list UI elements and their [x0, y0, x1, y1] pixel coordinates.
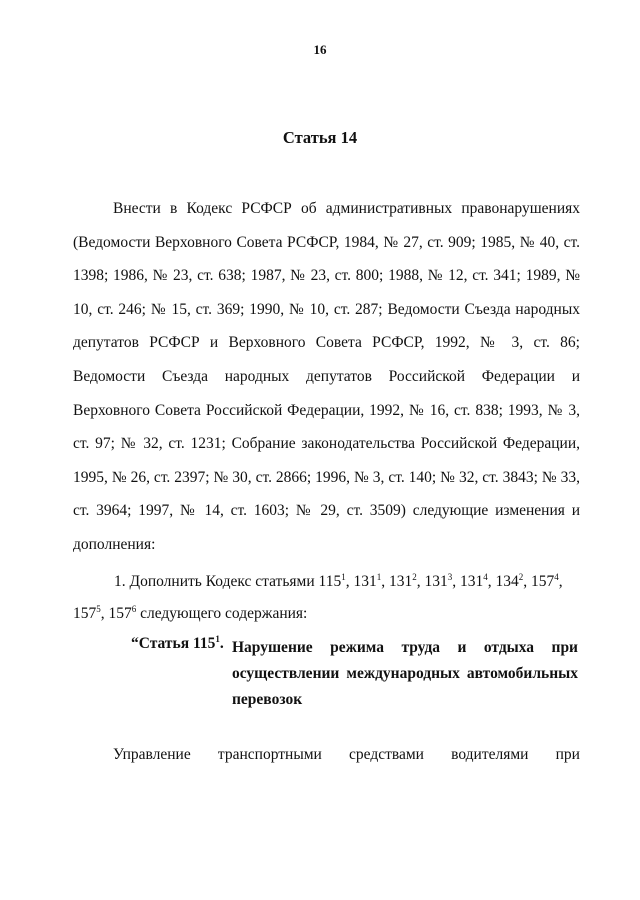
article-ref-number: 157 [108, 605, 132, 622]
amendment-suffix: следующего содержания: [140, 605, 308, 622]
article-ref-separator: , [452, 573, 457, 590]
amendment-prefix: 1. Дополнить Кодекс статьями [114, 573, 315, 590]
new-article-label-text: “Статья 115 [131, 635, 216, 652]
article-ref-number: 157 [530, 573, 555, 590]
continuation-word: средствами [349, 746, 424, 763]
continuation-word: транспортными [217, 746, 322, 763]
article-ref-separator: , [100, 605, 105, 622]
article-ref-separator: , [345, 573, 350, 590]
article-ref-sup: 5 [96, 604, 101, 614]
article-ref-sup: 2 [412, 572, 417, 582]
article-ref-number: 134 [495, 573, 519, 590]
article-ref-separator: , [381, 573, 386, 590]
continuation-word: Управление [113, 746, 191, 763]
amendment-article-ref [319, 573, 350, 590]
amendment-article-ref [531, 573, 563, 590]
amendment-article-ref [424, 573, 456, 590]
continuation-word: при [555, 746, 580, 763]
article-ref-separator: , [523, 573, 528, 590]
article-ref-number: 131 [424, 573, 448, 590]
article-ref-sup: 6 [131, 604, 137, 614]
article-ref-number: 115 [318, 573, 342, 590]
page-number: 16 [313, 42, 327, 57]
amendment-article-ref [389, 573, 421, 590]
article-ref-sup: 4 [554, 572, 559, 582]
body-paragraph: Внести в Кодекс РСФСР об административных правонарушениях (Ведомости Верховного Совета РСФСР, 1984, № 27, ст. 909; 1985, № 40, ст. 1398; 1986, № 23, ст. 638; 1987, № 23, ст. 800; 1988, № 12, ст. 341; 1989, № 10, ст. 246; № 15, ст. 369; 1990, № 10, ст. 287; Ведомости Съезда народных депутатов РСФСР и Верховного Совета РСФСР, 1992, № 3, ст. 86; Ведомости Съезда народных депутатов Российской Федерации и Верховного Совета Российской Федерации, 1992, № 16, ст. 838; 1993, № 3, ст. 97; № 32, ст. 1231; Собрание законодательства Российской Федерации, 1995, № 26, ст. 2397; № 30, ст. 2866; 1996, № 3, ст. 140; № 32, ст. 3843; № 33, ст. 3964; 1997, № 14, ст. 1603; № 29, ст. 3509) следующие изменения и дополнения: [73, 200, 580, 553]
article-ref-separator: , [416, 573, 421, 590]
article-ref-sup: 1 [341, 572, 346, 582]
new-article-label-sup: 1 [215, 634, 220, 644]
article-ref-number: 131 [353, 573, 377, 590]
amendment-article-ref [460, 573, 492, 590]
article-ref-number: 157 [73, 605, 97, 622]
continuation-line [113, 746, 580, 764]
article-ref-sup: 1 [376, 572, 382, 582]
article-heading: Статья 14 [282, 128, 358, 147]
article-ref-number: 131 [388, 573, 413, 590]
new-article-label-end: . [219, 635, 224, 652]
amendment-article-ref [109, 605, 137, 622]
article-ref-sup: 2 [518, 572, 524, 582]
amendment-article-ref [495, 573, 527, 590]
continuation-word: водителями [451, 746, 529, 763]
amendment-article-ref [73, 605, 105, 622]
new-article-title: Нарушение режима труда и отдыха при осуществлении международных автомобильных перевозок [232, 639, 578, 708]
article-ref-sup: 3 [447, 572, 453, 582]
article-ref-sup: 4 [483, 572, 488, 582]
amendment-article-ref [353, 573, 385, 590]
amendment-paragraph [73, 566, 580, 630]
article-ref-separator: , [487, 573, 492, 590]
article-ref-separator: , [558, 573, 563, 590]
new-article-label [131, 635, 224, 653]
article-ref-number: 131 [459, 573, 484, 590]
